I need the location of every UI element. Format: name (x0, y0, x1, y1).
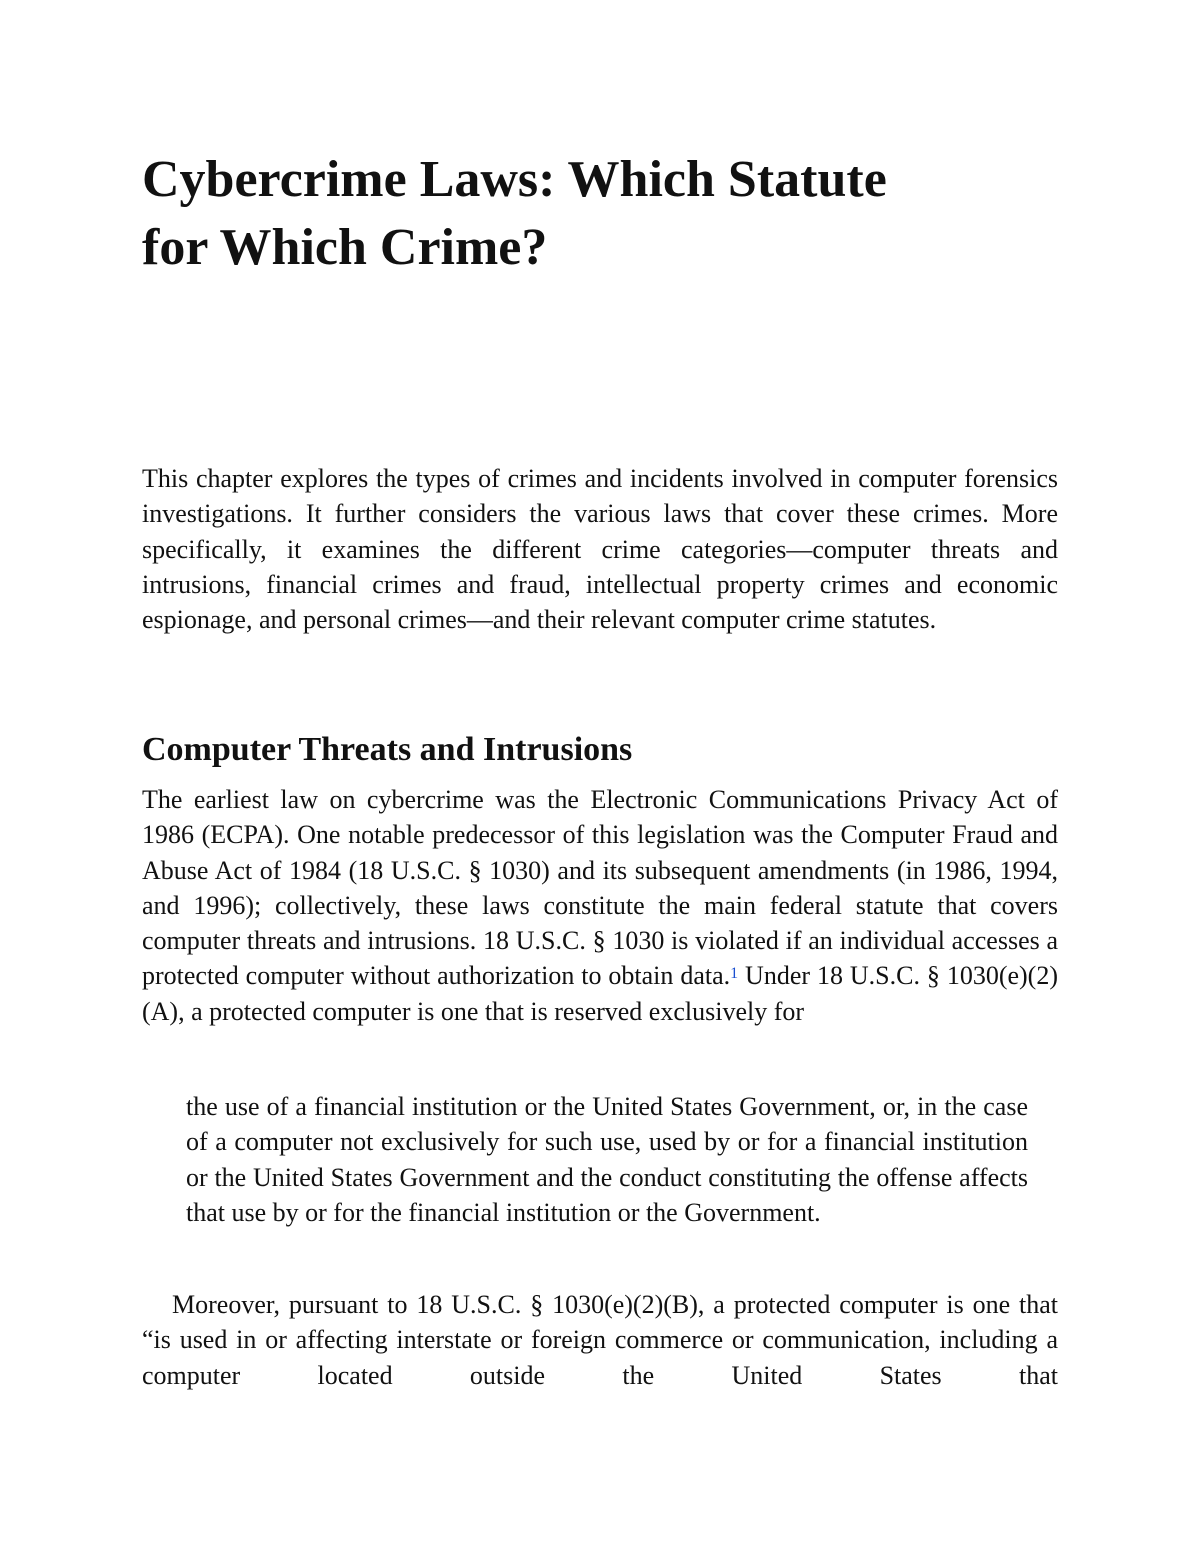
section-paragraph-2: Moreover, pursuant to 18 U.S.C. § 1030(e)(2)(B), a protected computer is one that “is used in or affecting interstate or foreign commerce or communication, including a computer located outside the United States that (142, 1290, 1058, 1390)
paragraph-text-after-footnote: Under 18 U.S.C. § 1030(e)(2)(A), a protected computer is one that is reserved exclusively for (142, 961, 1058, 1026)
statute-blockquote: the use of a financial institution or the United States Government, or, in the case of a computer not exclusively for such use, used by or for a financial institution or the United States Government and the conduct constituting the offense affects that use by or for the financial institution or the Government. (186, 1092, 1028, 1227)
section-heading: Computer Threats and Intrusions (142, 731, 633, 768)
chapter-title (142, 146, 1062, 282)
intro-paragraph: This chapter explores the types of crimes and incidents involved in computer forensics investigations. It further considers the various laws that cover these crimes. More specifically, it examines the different crime categories—computer threats and intrusions, financial crimes and fraud, intellectual property crimes and economic espionage, and personal crimes—and their relevant computer crime statutes. (142, 464, 1058, 635)
section-paragraph-1 (142, 782, 1058, 1029)
footnote-reference-link[interactable]: 1 (730, 965, 739, 983)
paragraph-text-before-footnote: The earliest law on cybercrime was the Electronic Communications Privacy Act of 1986 (ECPA). One notable predecessor of this legislation was the Computer Fraud and Abuse Act of 1984 (18 U.S.C. § 1030) and its subsequent amendments (in 1986, 1994, and 1996); collectively, these laws constitute the main federal statute that covers computer threats and intrusions. 18 U.S.C. § 1030 is violated if an individual accesses a protected computer without authorization to obtain data. (142, 785, 1058, 991)
chapter-title-line-1: Cybercrime Laws: Which Statute (142, 151, 887, 208)
chapter-title-line-2: for Which Crime? (142, 219, 548, 276)
